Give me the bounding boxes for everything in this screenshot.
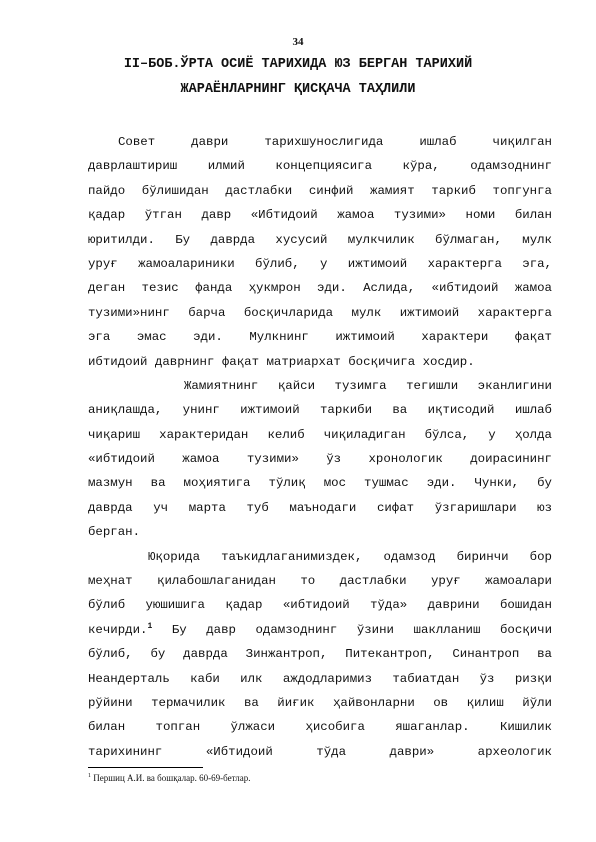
text-line: уруғ жамоалариники бўлиб, у ижтимоий характерга эга, [88,256,552,271]
text-line: Юқорида таъкидлаганимиздек, одамзод биринчи бор [148,549,552,564]
text-line [88,618,552,642]
text-line: бўлиб, бу даврда Зинжантроп, Питекантроп, Синантроп ва [88,647,552,662]
text-line: меҳнат қилабошлаганидан то дастлабки уруғ жамоалари [88,574,552,589]
text-line: «ибтидоий жамоа тузими» ўз хронологик доирасининг [88,452,552,467]
text-line: даврда уч марта туб маънодаги сифат ўзгаришлари юз [88,500,552,515]
text-line: Неандерталь каби илк аждодларимиз табиатдан ўз ризқи [88,671,552,686]
text-line: ибтидоий даврнинг фақат матриархат босқичига хосдир. [88,354,475,369]
footnote [88,773,251,783]
text-fragment: кечирди. [88,622,148,637]
footnote-reference[interactable]: 1 [147,621,153,631]
text-line: билан топган ўлжаси ҳисобига яшаганлар. Кишилик [88,720,552,735]
chapter-title-line-2: ЖАРАЁНЛАРНИНГ ҚИСҚАЧА ТАҲЛИЛИ [180,82,416,97]
text-line: рўйини термачилик ва йиғик ҳайвонларни ов қилиш йўли [88,695,552,710]
footnote-text: Першиц А.И. ва бошқалар. 60-69-бетлар. [93,773,251,783]
text-line: аниқлашда, унинг ижтимоий таркиби ва иқтисодий ишлаб [88,403,552,418]
text-line: мазмун ва моҳиятига тўлиқ мос тушмас эди. Чунки, бу [88,476,552,491]
text-line: деган тезис фанда ҳукмрон эди. Аслида, «ибтидоий жамоа [88,281,552,296]
text-line: берган. [88,525,141,540]
text-line: юритилди. Бу даврда хусусий мулкчилик бўлмаган, мулк [88,232,552,247]
footnote-mark: 1 [88,773,91,779]
text-line: чиқариш характеридан келиб чиқиладиган бўлса, у ҳолда [88,427,552,442]
footnote-separator [88,767,203,768]
text-line: даврлаштириш илмий концепциясига кўра, одамзоднинг [88,159,552,174]
text-line: Совет даври тарихшунослигида ишлаб чиқилган [118,135,552,149]
text-line: тарихининг «Ибтидоий тўда даври» археологик [88,744,552,759]
body-text [88,130,552,764]
text-line: Жамиятнинг қайси тузимга тегишли эканлигини [184,378,552,393]
text-line: эга эмас эди. Мулкнинг ижтимоий характери фақат [88,330,552,345]
chapter-title-line-1: II–БОБ.ЎРТА ОСИЁ ТАРИХИДА ЮЗ БЕРГАН ТАРИХИЙ [123,57,473,72]
text-line: бўлиб уюшишига қадар «ибтидоий тўда» даврини бошидан [88,598,552,613]
text-line: қадар ўтган давр «Ибтидоий жамоа тузими» номи билан [88,208,552,223]
text-fragment: Бу давр одамзоднинг ўзини шаклланиш босқичи [171,622,552,637]
text-line: пайдо бўлишидан дастлабки синфий жамият таркиб топгунга [88,183,552,198]
text-line: тузими»нинг барча босқичларида мулк ижтимоий характерга [88,305,552,320]
page-number: 34 [292,36,304,48]
